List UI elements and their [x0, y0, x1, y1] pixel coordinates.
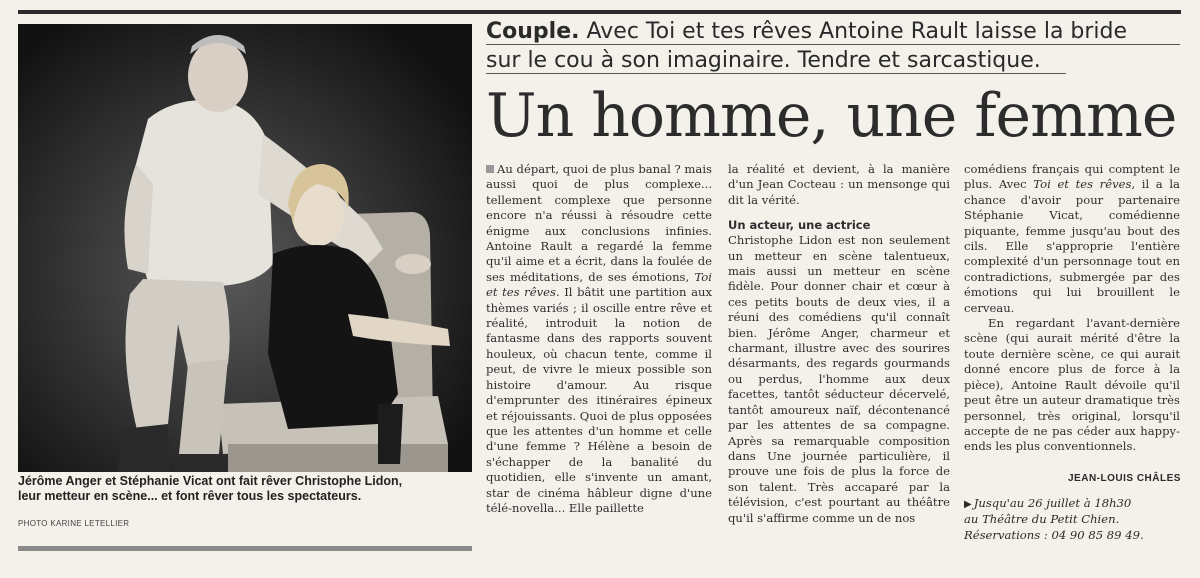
- column-3-paragraph-1: [964, 162, 1180, 316]
- bottom-rule: [18, 546, 472, 551]
- col3-text-end: , il a la chance d'avoir pour partenaire Stéphanie Vicat, comédienne piquante, femme jusqu'au bout des cils. Elle s'approprie l'entière complexité d'un personnage tout en contradictions, submergée par des émotions qui lui brouillent le cerveau.: [964, 177, 1180, 315]
- stage-scene-illustration: [18, 24, 472, 472]
- column-2-paragraph-2: Christophe Lidon est non seulement un metteur en scène talentueux, mais aussi un metteur en scène fidèle. Pour donner chair et cœur à ces petits bouts de deux vies, il a réuni des comédiens qu'il connaît bien. Jérôme Anger, charmeur et charmant, illustre avec des sourires désarmants, des regards gourmands ou perdus, l'homme aux deux facettes, tantôt séducteur décervelé, tantôt amoureux naïf, décontenancé par les attentes de sa compagne. Après sa remarquable composition dans Une journée particulière, il prouve une fois de plus la force de son talent. Très accaparé par la télévision, c'est pourtant au théâtre qu'il s'affirme comme un de nos: [728, 233, 950, 525]
- photo-credit: PHOTO KARINE LETELLIER: [18, 519, 130, 528]
- column-2-subhead: Un acteur, une actrice: [728, 218, 871, 233]
- info-line-2: au Théâtre du Petit Chien.: [964, 512, 1120, 527]
- article-column-1: [486, 162, 712, 516]
- author-signature: JEAN-LOUIS CHÂLES: [1068, 473, 1181, 484]
- info-line-1: [964, 496, 1184, 512]
- play-title-2: Toi et tes rêves: [1033, 177, 1132, 192]
- triangle-bullet-icon: ▶: [964, 499, 972, 510]
- column-1-paragraph: [486, 162, 712, 516]
- play-title: Toi et tes rêves: [486, 269, 712, 300]
- deck-line-1: [486, 17, 1186, 46]
- caption-line-1: Jérôme Anger et Stéphanie Vicat ont fait rêver Christophe Lidon,: [18, 474, 403, 488]
- caption-line-2: leur metteur en scène... et font rêver tous les spectateurs.: [18, 489, 362, 503]
- info-line-1-text: Jusqu'au 26 juillet à 18h30: [973, 496, 1132, 510]
- column-3-paragraph-2: En regardant l'avant-dernière scène (qui aurait mérité d'être la toute dernière scène, ce qui aurait donné encore plus de force à la pièce), Antoine Rault dévoile qu'il peut être un auteur dramatique très personnel, très original, lorsqu'il accepte de ne pas céder aux happy-ends les plus conventionnels.: [964, 316, 1180, 454]
- col3-text-start: comédiens français qui comptent le plus. Avec: [964, 162, 1180, 192]
- lead-square-icon: [486, 165, 494, 173]
- article-deck: [486, 17, 1186, 75]
- deck-kicker: Couple.: [486, 19, 580, 44]
- article-column-2: [728, 162, 950, 526]
- info-line-3: Réservations : 04 90 85 89 49.: [964, 527, 1144, 542]
- top-rule: [18, 10, 1181, 14]
- col1-text-start: Au départ, quoi de plus banal ? mais aussi quoi de plus complexe... tellement complexe que personne encore n'a réussi à résoudre cette énigme aux conclusions infinies. Antoine Rault a regardé la femme qu'il aime et a écrit, dans la foulée de ses méditations, de ses émotions,: [486, 162, 712, 284]
- photo-caption: [18, 474, 478, 504]
- performance-info: [964, 496, 1184, 543]
- column-2-paragraph-1: la réalité et devient, à la manière d'un Jean Cocteau : un mensonge qui dit la vérité.: [728, 162, 950, 207]
- headline: Un homme, une femme: [486, 81, 1177, 151]
- deck-underline-1: [486, 44, 1180, 45]
- article-column-3: [964, 162, 1180, 455]
- deck-line-2: sur le cou à son imaginaire. Tendre et sarcastique.: [486, 48, 1041, 73]
- deck-underline-2: [486, 73, 1066, 74]
- article-photo: [18, 24, 472, 472]
- col1-text-end: . Il bâtit une partition aux thèmes variés ; il oscille entre rêve et réalité, introduit la notion de fantasme dans des rapports souvent houleux, où chacun tente, comme il peut, de vivre le mieux possible son histoire d'amour. Au risque d'emprunter des itinéraires épineux et réjouissants. Quoi de plus opposées que les attentes d'un homme et celle d'une femme ? Hélène a besoin de s'échapper de la banalité du quotidien, elle s'invente un amant, star de cinéma hâbleur digne d'une télé-novella... Elle paillette: [486, 285, 712, 515]
- deck-line-1-text: Avec Toi et tes rêves Antoine Rault laisse la bride: [586, 19, 1128, 44]
